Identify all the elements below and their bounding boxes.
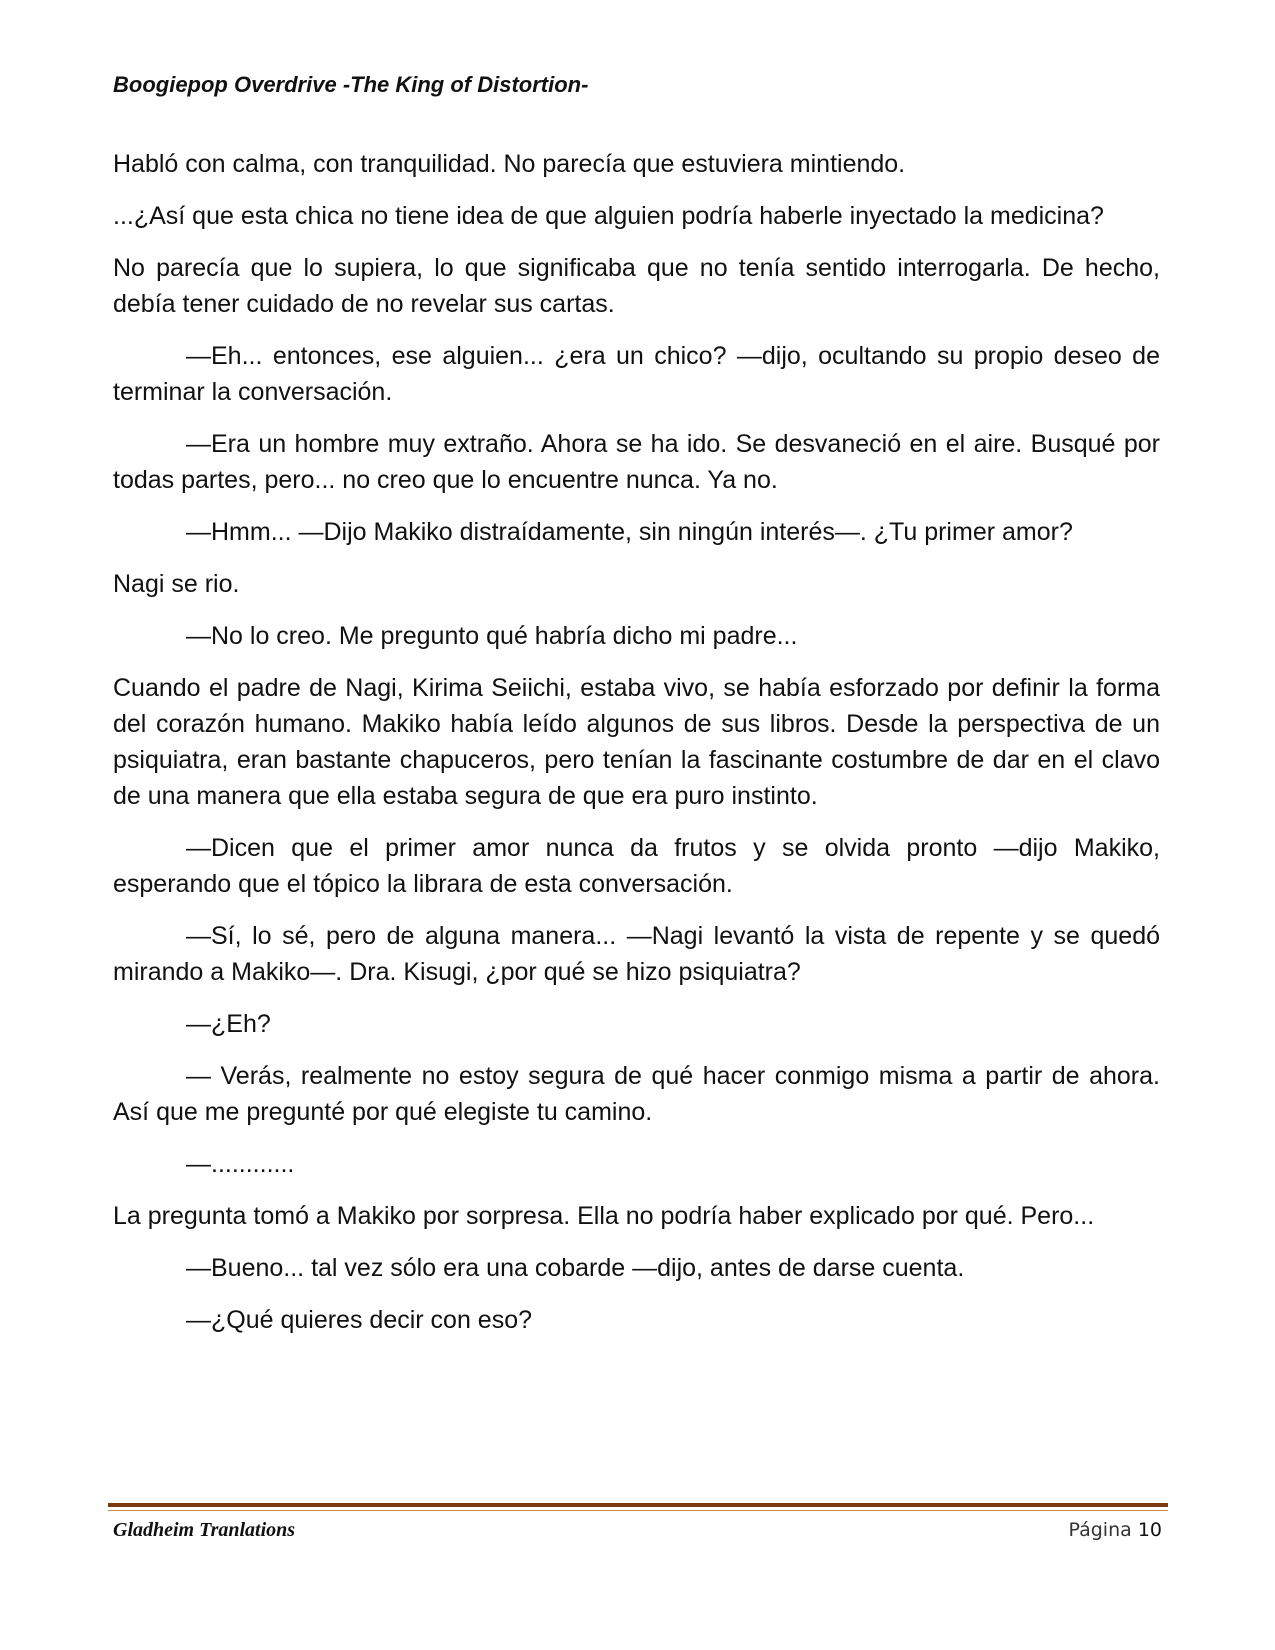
- paragraph-dialogue: — Verás, realmente no estoy segura de qué hacer conmigo misma a partir de ahora. Así que me pregunté por qué elegiste tu camino.: [113, 1062, 1160, 1126]
- paragraph-dialogue: —¿Qué quieres decir con eso?: [186, 1306, 533, 1334]
- paragraph: Habló con calma, con tranquilidad. No parecía que estuviera mintiendo.: [113, 150, 906, 178]
- paragraph-dialogue: —Era un hombre muy extraño. Ahora se ha ido. Se desvaneció en el aire. Busqué por todas partes, pero... no creo que lo encuentre nunca. Ya no.: [113, 430, 1160, 494]
- running-header-title: Boogiepop Overdrive -The King of Distortion-: [113, 72, 589, 97]
- paragraph: Nagi se rio.: [113, 570, 240, 598]
- paragraph-dialogue: —............: [186, 1150, 295, 1178]
- footer-divider-thin: [108, 1510, 1168, 1511]
- document-body: [113, 146, 1160, 1354]
- paragraph-dialogue: —Bueno... tal vez sólo era una cobarde —dijo, antes de darse cuenta.: [186, 1254, 965, 1282]
- paragraph-dialogue: —Dicen que el primer amor nunca da frutos y se olvida pronto —dijo Makiko, esperando que el tópico la librara de esta conversación.: [113, 834, 1160, 898]
- footer-publisher: Gladheim Tranlations: [113, 1519, 296, 1541]
- page-number: 10: [1137, 1519, 1162, 1541]
- footer-divider: [108, 1503, 1168, 1507]
- paragraph-dialogue: —Hmm... —Dijo Makiko distraídamente, sin ningún interés—. ¿Tu primer amor?: [186, 518, 1073, 546]
- page-label: Página: [1068, 1519, 1132, 1541]
- paragraph: Cuando el padre de Nagi, Kirima Seiichi, estaba vivo, se había esforzado por definir la forma del corazón humano. Makiko había leído algunos de sus libros. Desde la perspectiva de un psiquiatra, eran bastante chapuceros, pero tenían la fascinante costumbre de dar en el clavo de una manera que ella estaba segura de que era puro instinto.: [113, 674, 1160, 810]
- paragraph-dialogue: —No lo creo. Me pregunto qué habría dicho mi padre...: [186, 622, 798, 650]
- paragraph: ...¿Así que esta chica no tiene idea de que alguien podría haberle inyectado la medicina?: [113, 202, 1104, 230]
- page-number-block: [1068, 1519, 1162, 1541]
- paragraph-dialogue: —¿Eh?: [186, 1010, 271, 1038]
- paragraph-dialogue: —Eh... entonces, ese alguien... ¿era un chico? —dijo, ocultando su propio deseo de terminar la conversación.: [113, 342, 1160, 406]
- paragraph: No parecía que lo supiera, lo que significaba que no tenía sentido interrogarla. De hecho, debía tener cuidado de no revelar sus cartas.: [113, 254, 1160, 318]
- paragraph: La pregunta tomó a Makiko por sorpresa. Ella no podría haber explicado por qué. Pero...: [113, 1202, 1095, 1230]
- paragraph-dialogue: —Sí, lo sé, pero de alguna manera... —Nagi levantó la vista de repente y se quedó mirando a Makiko—. Dra. Kisugi, ¿por qué se hizo psiquiatra?: [113, 922, 1160, 986]
